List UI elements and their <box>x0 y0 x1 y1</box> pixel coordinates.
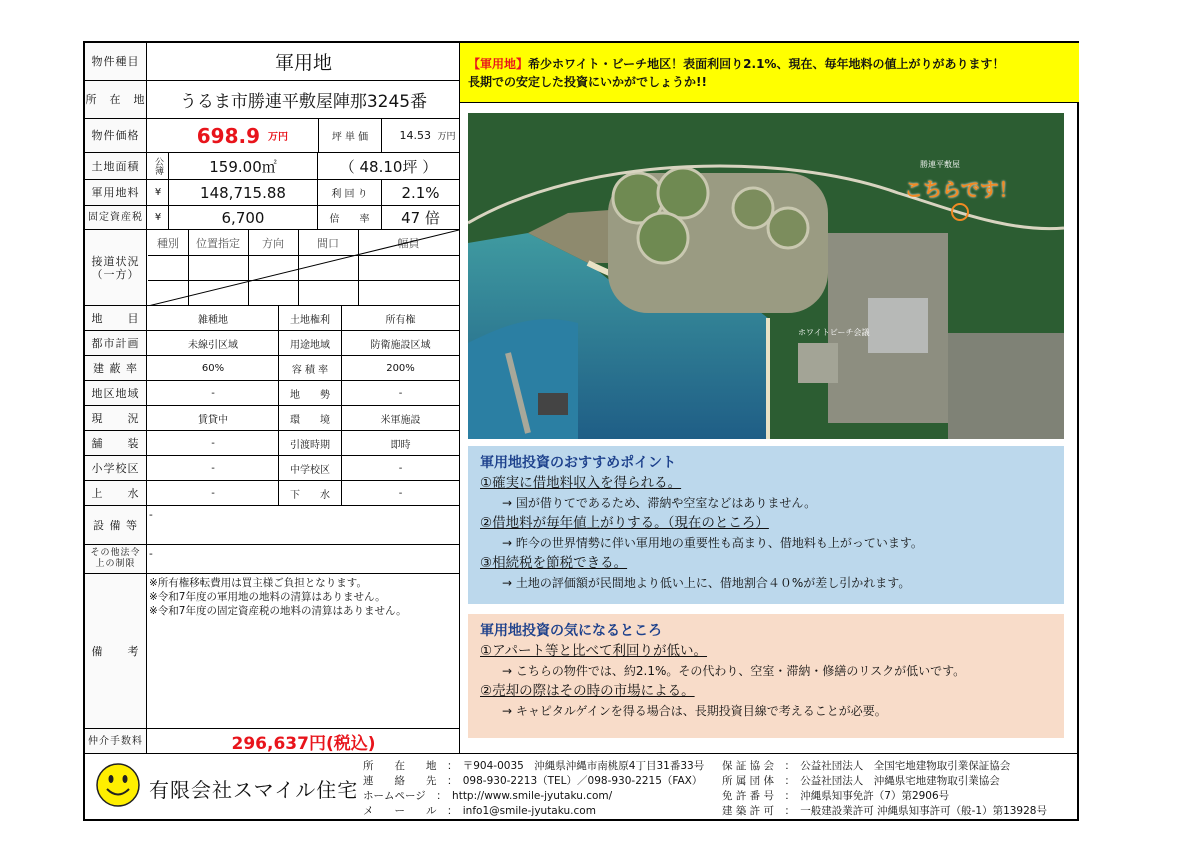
detail-value: 200% <box>386 362 415 374</box>
merit-desc: → 国が借りてであるため、滞納や空室などはありません。 <box>502 496 817 510</box>
detail-row <box>85 356 459 381</box>
website-link[interactable]: http://www.smile-jyutaku.com/ <box>452 790 613 802</box>
equipment-value: - <box>149 509 153 521</box>
detail-label: 容 積 率 <box>291 364 329 376</box>
email-link[interactable]: info1@smile-jyutaku.com <box>462 805 596 817</box>
detail-label: 地 勢 <box>290 389 330 401</box>
company-info-right <box>722 759 1047 819</box>
map-place-label: 勝連平敷屋 <box>920 160 960 169</box>
merit-point: ③相続税を節税できる。 <box>480 555 628 571</box>
price-label: 物件価格 <box>85 119 147 152</box>
info-construction: 建 築 許 可 ： 一般建設業許可 沖縄県知事許可（般-1）第13928号 <box>722 805 1047 817</box>
road-col-frontage: 間口 <box>317 236 339 250</box>
aerial-map <box>468 113 1064 439</box>
info-website: ホームページ ： http://www.smile-jyutaku.com/ <box>363 790 613 802</box>
remark-item: ※所有権移転費用は買主様ご負担となります。 <box>149 577 367 589</box>
merit-desc: → 土地の評価額が民間地より低い上に、借地割合４０%が差し引かれます。 <box>502 576 911 590</box>
row-road <box>85 230 459 306</box>
detail-label: 地区地域 <box>85 381 147 405</box>
type-value: 軍用地 <box>274 52 332 74</box>
unit-price-unit: 万円 <box>437 132 456 142</box>
row-remarks <box>85 574 459 729</box>
road-strikethrough <box>148 230 459 306</box>
detail-value: - <box>211 387 215 399</box>
rent-value: 148,715.88 <box>200 183 286 202</box>
tax-label: 固定資産税 <box>85 206 147 229</box>
detail-label: 現 況 <box>85 406 147 430</box>
banner-line2: 長期での安定した投資にいかがでしょうか!! <box>468 75 707 89</box>
detail-label: 中学校区 <box>290 464 330 476</box>
detail-value: 賃貸中 <box>198 414 228 426</box>
concerns-box <box>468 614 1064 738</box>
row-fee <box>85 729 459 753</box>
banner-lead: 【軍用地】 <box>468 57 529 71</box>
company-name: 有限会社スマイル住宅 <box>149 778 359 802</box>
info-guarantee: 保 証 協 会 ： 公益社団法人 全国宅地建物取引業保証協会 <box>722 760 1011 772</box>
row-address <box>85 81 459 119</box>
road-col-width: 幅員 <box>397 236 420 250</box>
price-unit: 万円 <box>268 132 288 143</box>
unit-price-value: 14.53 <box>399 129 431 142</box>
rent-yen: ¥ <box>154 187 162 198</box>
area-sqm: 159.00㎡ <box>209 157 277 176</box>
aerial-photo <box>468 113 1064 439</box>
road-label: 接道状況（一方） <box>85 230 147 305</box>
detail-row <box>85 431 459 456</box>
info-email: メ ー ル ： info1@smile-jyutaku.com <box>363 805 596 817</box>
yield-label: 利 回 り <box>331 189 368 200</box>
detail-row <box>85 481 459 506</box>
row-type <box>85 43 459 81</box>
headline-banner <box>460 43 1079 103</box>
detail-value: 即時 <box>390 439 411 451</box>
detail-row <box>85 406 459 431</box>
detail-value: - <box>398 487 403 499</box>
detail-value: - <box>211 487 215 499</box>
price-value: 698.9 <box>196 123 260 148</box>
merits-box <box>468 446 1064 604</box>
detail-value: - <box>398 387 403 399</box>
equipment-label: 設 備 等 <box>85 506 147 544</box>
multiple-value: 47 倍 <box>401 209 440 227</box>
legal-label: その他法令上の制限 <box>85 545 147 573</box>
promo-panel <box>460 43 1079 753</box>
detail-label: 引渡時期 <box>290 439 330 451</box>
concerns-title: 軍用地投資の気になるところ <box>480 623 662 639</box>
detail-value: - <box>398 462 403 474</box>
concern-desc: → キャピタルゲインを得る場合は、長期投資目線で考えることが必要。 <box>502 704 887 718</box>
detail-value: 所有権 <box>385 314 416 326</box>
tax-yen: ¥ <box>154 212 162 223</box>
merit-point: ②借地料が毎年値上がりする。（現在のところ） <box>480 515 769 531</box>
info-license: 免 許 番 号 ： 沖縄県知事免許（7）第2906号 <box>722 790 950 802</box>
yield-value: 2.1% <box>401 183 440 202</box>
row-equipment <box>85 506 459 545</box>
info-address: 所 在 地 ： 〒904-0035 沖縄県沖縄市南桃原4丁目31番33号 <box>363 760 705 772</box>
detail-value: - <box>211 437 215 449</box>
concern-point: ①アパート等と比べて利回りが低い。 <box>480 643 708 659</box>
merit-desc: → 昨今の世界情勢に伴い軍用地の重要性も高まり、借地料も上がっています。 <box>502 536 923 550</box>
area-tsubo: （ 48.10坪 ） <box>339 157 438 176</box>
detail-row <box>85 306 459 331</box>
road-col-type: 種別 <box>157 236 179 250</box>
remarks-label: 備 考 <box>85 574 147 728</box>
detail-label: 土地権利 <box>290 314 330 326</box>
rent-label: 軍用地料 <box>85 180 147 205</box>
fee-label: 仲介手数料 <box>85 729 147 753</box>
remarks-list <box>149 576 407 618</box>
detail-value: 防衛施設区域 <box>370 339 431 351</box>
smile-logo-icon <box>95 762 141 808</box>
remark-item: ※令和7年度の固定資産税の地料の清算はありません。 <box>149 605 407 617</box>
detail-value: 未線引区域 <box>188 339 238 351</box>
row-tax <box>85 206 459 230</box>
row-area <box>85 153 459 180</box>
detail-label: 地 目 <box>85 306 147 330</box>
detail-label: 上 水 <box>85 481 147 505</box>
detail-row <box>85 381 459 406</box>
property-sheet <box>83 41 1079 821</box>
address-label: 所 在 地 <box>85 81 147 118</box>
detail-label: 小学校区 <box>85 456 147 480</box>
multiple-label: 倍 率 <box>329 214 370 225</box>
detail-label: 用途地域 <box>290 339 330 351</box>
banner-line1: 希少ホワイト・ビーチ地区！表面利回り2.1%、現在、毎年地料の値上がりがあります！ <box>528 57 1005 71</box>
detail-row <box>85 456 459 481</box>
concern-desc: → こちらの物件では、約2.1%。その代わり、空室・滞納・修繕のリスクが低いです。 <box>502 664 966 678</box>
detail-row <box>85 331 459 356</box>
address-value: うるま市勝連平敷屋陣那3245番 <box>179 92 428 112</box>
detail-value: - <box>211 462 215 474</box>
area-label: 土地面積 <box>85 153 147 179</box>
row-legal <box>85 545 459 574</box>
tax-value: 6,700 <box>221 208 265 227</box>
detail-value: 60% <box>201 362 225 374</box>
info-association: 所 属 団 体 ： 公益社団法人 沖縄県宅地建物取引業協会 <box>722 775 1000 787</box>
row-rent <box>85 180 459 206</box>
company-info-left <box>363 759 704 819</box>
detail-label: 下 水 <box>290 489 330 501</box>
company-footer <box>85 753 1077 821</box>
unit-price-label: 坪 単 価 <box>331 132 369 143</box>
road-col-position: 位置指定 <box>196 236 240 250</box>
detail-label: 建 蔽 率 <box>85 356 147 380</box>
merit-point: ①確実に借地料収入を得られる。 <box>480 475 682 491</box>
detail-label: 都市計画 <box>85 331 147 355</box>
detail-value: 米軍施設 <box>380 414 421 426</box>
map-base-label: ホワイトビーチ会議 <box>798 328 870 337</box>
area-kind: 公簿 <box>153 157 163 175</box>
row-price <box>85 119 459 153</box>
remark-item: ※令和7年度の軍用地の地料の清算はありません。 <box>149 591 386 603</box>
location-pointer: こちらです！ <box>904 179 1018 201</box>
legal-value: - <box>149 548 153 560</box>
fee-value: 296,637円(税込) <box>231 733 376 754</box>
info-phone: 連 絡 先 ： 098-930-2213（TEL）／098-930-2215（FAX） <box>363 775 703 787</box>
road-col-direction: 方向 <box>262 236 284 250</box>
concern-point: ②売却の際はその時の市場による。 <box>480 683 695 699</box>
detail-label: 環 境 <box>290 414 330 426</box>
detail-label: 舗 装 <box>85 431 147 455</box>
merits-title: 軍用地投資のおすすめポイント <box>480 455 677 471</box>
property-table <box>85 43 459 753</box>
detail-value: 雑種地 <box>198 314 228 326</box>
type-label: 物件種目 <box>85 43 147 80</box>
